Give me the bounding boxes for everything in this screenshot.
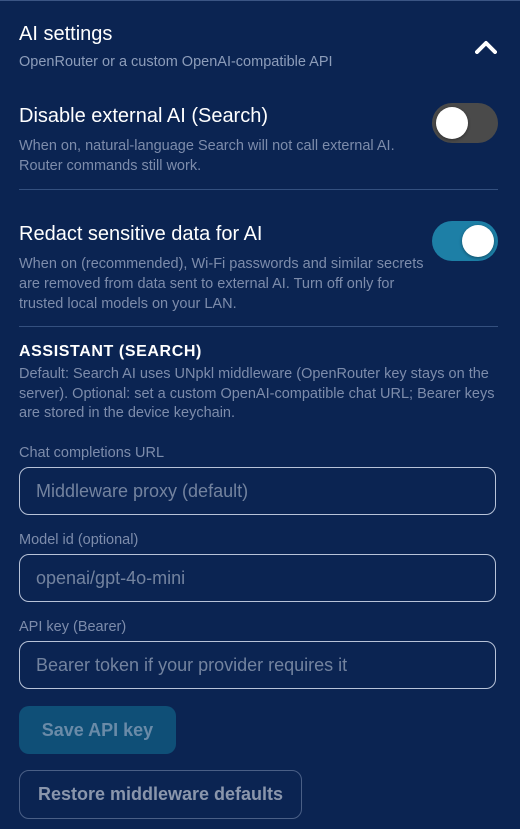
collapse-section-button[interactable]	[468, 30, 504, 66]
divider	[19, 189, 498, 190]
api-key-label: API key (Bearer)	[19, 619, 127, 635]
redact-sensitive-data-toggle[interactable]	[432, 221, 498, 261]
chat-url-label: Chat completions URL	[19, 445, 165, 461]
section-title: AI settings	[19, 23, 113, 45]
assistant-description: Default: Search AI uses UNpkl middleware (OpenRouter key stays on the server). Optional: set a custom OpenAI-compatible chat URL; Bearer keys are stored in the device keychain.	[19, 366, 495, 421]
section-subtitle: OpenRouter or a custom OpenAI-compatible API	[19, 54, 333, 70]
model-id-input[interactable]	[19, 554, 496, 602]
disable-external-ai-title: Disable external AI (Search)	[19, 105, 269, 127]
disable-external-ai-description: When on, natural-language Search will not call external AI. Router commands still work.	[19, 138, 395, 174]
restore-middleware-defaults-button[interactable]: Restore middleware defaults	[19, 770, 302, 819]
toggle-knob	[436, 107, 468, 139]
model-id-label: Model id (optional)	[19, 532, 139, 548]
disable-external-ai-toggle[interactable]	[432, 103, 498, 143]
chat-url-input[interactable]	[19, 467, 496, 515]
save-api-key-button[interactable]: Save API key	[19, 706, 176, 754]
divider	[19, 326, 498, 327]
redact-sensitive-data-title: Redact sensitive data for AI	[19, 223, 263, 245]
assistant-heading: ASSISTANT (SEARCH)	[19, 343, 202, 360]
top-divider	[0, 0, 520, 1]
ai-settings-header	[19, 20, 499, 76]
toggle-knob	[462, 225, 494, 257]
redact-sensitive-data-description: When on (recommended), Wi-Fi passwords and similar secrets are removed from data sent to external AI. Turn off only for trusted local models on your LAN.	[19, 256, 424, 312]
redact-sensitive-data-setting	[19, 222, 501, 322]
disable-external-ai-setting	[19, 104, 501, 184]
chevron-up-icon	[475, 40, 497, 54]
api-key-input[interactable]	[19, 641, 496, 689]
